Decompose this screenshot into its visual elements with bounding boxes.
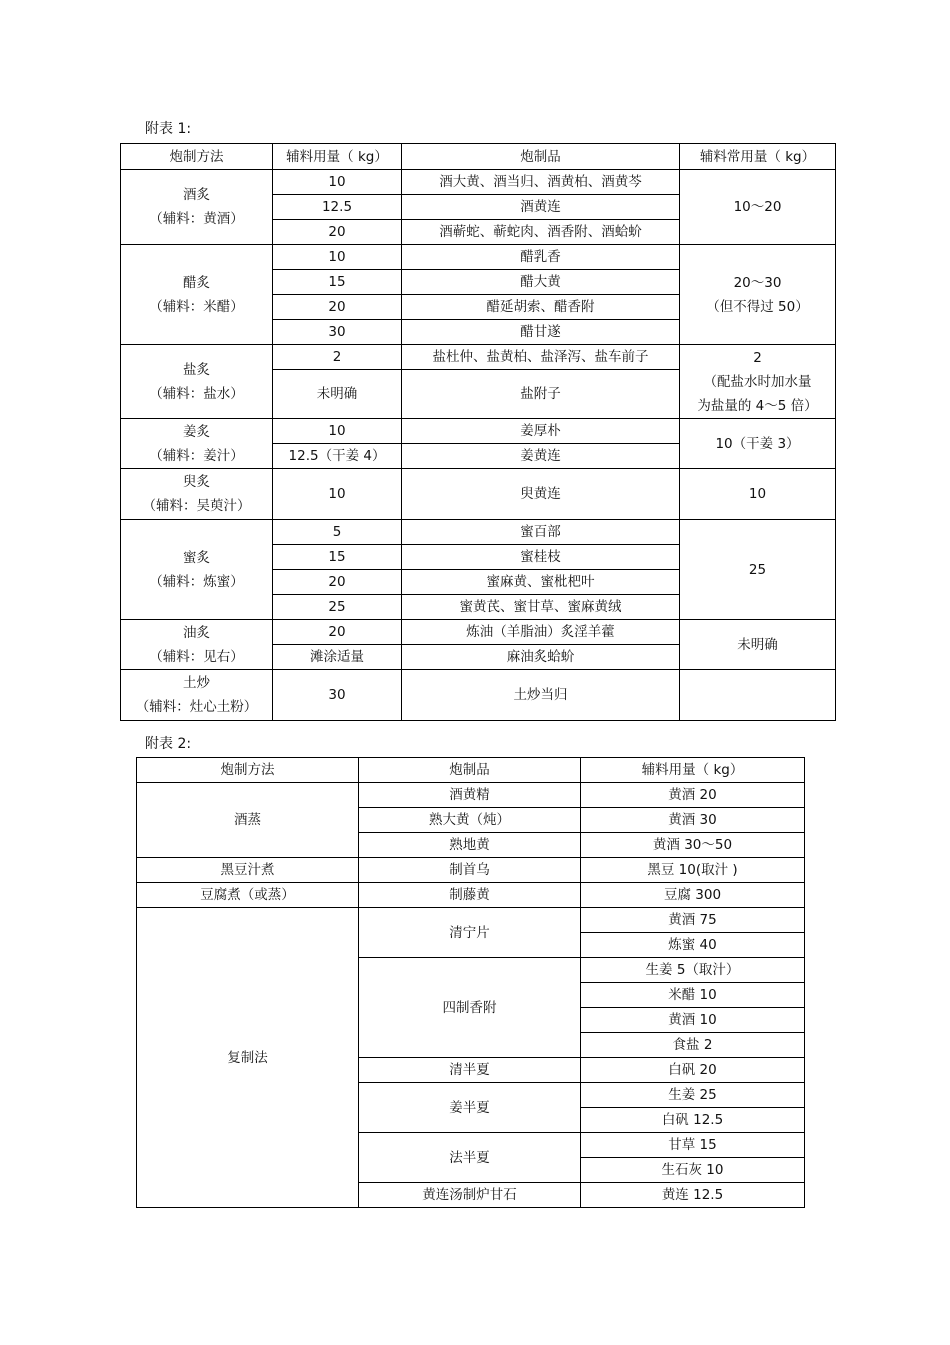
- table-row: [121, 520, 836, 545]
- amount-cell: 白矾 20: [581, 1058, 805, 1083]
- amount-cell: 白矾 12.5: [581, 1108, 805, 1133]
- method-cell: 蜜炙 （辅料：炼蜜）: [121, 520, 273, 620]
- product-cell: 姜半夏: [359, 1083, 581, 1133]
- table-row: [137, 858, 805, 883]
- amount-cell: 20: [273, 570, 402, 595]
- method-cell: 油炙 （辅料：见右）: [121, 620, 273, 670]
- product-cell: 清宁片: [359, 908, 581, 958]
- product-cell: 姜厚朴: [402, 419, 680, 444]
- table-row: [121, 245, 836, 270]
- amount-cell: 30: [273, 320, 402, 345]
- table-row: [121, 620, 836, 645]
- method-cell: 臾炙 （辅料：吴萸汁）: [121, 469, 273, 520]
- table1: [120, 143, 836, 721]
- amount-cell: 生姜 25: [581, 1083, 805, 1108]
- header-cell: 炮制品: [359, 758, 581, 783]
- amount-cell: 20: [273, 620, 402, 645]
- method-cell: 复制法: [137, 908, 359, 1208]
- amount-cell: 甘草 15: [581, 1133, 805, 1158]
- amount-cell: 10: [273, 170, 402, 195]
- amount-cell: 黑豆 10(取汁 ): [581, 858, 805, 883]
- common-amount-cell: 10（干姜 3）: [680, 419, 836, 469]
- product-cell: 酒黄连: [402, 195, 680, 220]
- product-cell: 四制香附: [359, 958, 581, 1058]
- product-cell: 蜜麻黄、蜜枇杷叶: [402, 570, 680, 595]
- amount-cell: 豆腐 300: [581, 883, 805, 908]
- amount-cell: 5: [273, 520, 402, 545]
- table2: [136, 757, 805, 1208]
- table1-header-row: [121, 144, 836, 170]
- product-cell: 醋延胡索、醋香附: [402, 295, 680, 320]
- table-row: [137, 908, 805, 933]
- amount-cell: 米醋 10: [581, 983, 805, 1008]
- product-cell: 制首乌: [359, 858, 581, 883]
- product-cell: 土炒当归: [402, 670, 680, 721]
- common-amount-cell: 10～20: [680, 170, 836, 245]
- product-cell: 酒大黄、酒当归、酒黄柏、酒黄芩: [402, 170, 680, 195]
- table-row: [121, 419, 836, 444]
- product-cell: 酒蕲蛇、蕲蛇肉、酒香附、酒蛤蚧: [402, 220, 680, 245]
- table-row: [137, 783, 805, 808]
- amount-cell: 黄酒 30: [581, 808, 805, 833]
- table1-caption: 附表 1:: [145, 121, 192, 137]
- product-cell: 清半夏: [359, 1058, 581, 1083]
- table-row: [121, 345, 836, 370]
- header-cell: 辅料用量（ kg）: [273, 144, 402, 170]
- product-cell: 黄连汤制炉甘石: [359, 1183, 581, 1208]
- product-cell: 臾黄连: [402, 469, 680, 520]
- amount-cell: 12.5: [273, 195, 402, 220]
- amount-cell: 未明确: [273, 370, 402, 419]
- amount-cell: 2: [273, 345, 402, 370]
- amount-cell: 黄酒 75: [581, 908, 805, 933]
- table-row: [121, 469, 836, 520]
- product-cell: 醋大黄: [402, 270, 680, 295]
- table2-caption: 附表 2:: [145, 736, 192, 752]
- amount-cell: 黄酒 30～50: [581, 833, 805, 858]
- product-cell: 酒黄精: [359, 783, 581, 808]
- method-cell: 土炒 （辅料：灶心土粉）: [121, 670, 273, 721]
- amount-cell: 12.5（干姜 4）: [273, 444, 402, 469]
- amount-cell: 10: [273, 469, 402, 520]
- product-cell: 熟大黄（炖）: [359, 808, 581, 833]
- amount-cell: 15: [273, 270, 402, 295]
- common-amount-cell: [680, 670, 836, 721]
- method-cell: 黑豆汁煮: [137, 858, 359, 883]
- common-amount-cell: 未明确: [680, 620, 836, 670]
- method-cell: 盐炙 （辅料：盐水）: [121, 345, 273, 419]
- amount-cell: 10: [273, 245, 402, 270]
- amount-cell: 黄酒 10: [581, 1008, 805, 1033]
- common-amount-cell: 25: [680, 520, 836, 620]
- header-cell: 辅料常用量（ kg）: [680, 144, 836, 170]
- product-cell: 麻油炙蛤蚧: [402, 645, 680, 670]
- amount-cell: 生石灰 10: [581, 1158, 805, 1183]
- product-cell: 法半夏: [359, 1133, 581, 1183]
- method-cell: 醋炙 （辅料：米醋）: [121, 245, 273, 345]
- product-cell: 姜黄连: [402, 444, 680, 469]
- amount-cell: 20: [273, 295, 402, 320]
- amount-cell: 15: [273, 545, 402, 570]
- table-row: [121, 670, 836, 721]
- amount-cell: 黄酒 20: [581, 783, 805, 808]
- header-cell: 炮制方法: [121, 144, 273, 170]
- amount-cell: 食盐 2: [581, 1033, 805, 1058]
- product-cell: 制藤黄: [359, 883, 581, 908]
- amount-cell: 滩涂适量: [273, 645, 402, 670]
- header-cell: 炮制品: [402, 144, 680, 170]
- product-cell: 蜜黄芪、蜜甘草、蜜麻黄绒: [402, 595, 680, 620]
- product-cell: 盐附子: [402, 370, 680, 419]
- product-cell: 蜜百部: [402, 520, 680, 545]
- method-cell: 酒炙 （辅料：黄酒）: [121, 170, 273, 245]
- product-cell: 炼油（羊脂油）炙淫羊藿: [402, 620, 680, 645]
- method-cell: 姜炙 （辅料：姜汁）: [121, 419, 273, 469]
- table-row: [137, 883, 805, 908]
- amount-cell: 生姜 5（取汁）: [581, 958, 805, 983]
- product-cell: 熟地黄: [359, 833, 581, 858]
- method-cell: 酒蒸: [137, 783, 359, 858]
- header-cell: 辅料用量（ kg）: [581, 758, 805, 783]
- amount-cell: 黄连 12.5: [581, 1183, 805, 1208]
- header-cell: 炮制方法: [137, 758, 359, 783]
- table-row: [121, 170, 836, 195]
- common-amount-cell: 10: [680, 469, 836, 520]
- product-cell: 盐杜仲、盐黄柏、盐泽泻、盐车前子: [402, 345, 680, 370]
- common-amount-cell: 20～30 （但不得过 50）: [680, 245, 836, 345]
- amount-cell: 25: [273, 595, 402, 620]
- amount-cell: 20: [273, 220, 402, 245]
- product-cell: 醋乳香: [402, 245, 680, 270]
- table2-header-row: [137, 758, 805, 783]
- amount-cell: 炼蜜 40: [581, 933, 805, 958]
- common-amount-cell: 2 （配盐水时加水量 为盐量的 4～5 倍）: [680, 345, 836, 419]
- amount-cell: 30: [273, 670, 402, 721]
- product-cell: 醋甘遂: [402, 320, 680, 345]
- amount-cell: 10: [273, 419, 402, 444]
- product-cell: 蜜桂枝: [402, 545, 680, 570]
- method-cell: 豆腐煮（或蒸）: [137, 883, 359, 908]
